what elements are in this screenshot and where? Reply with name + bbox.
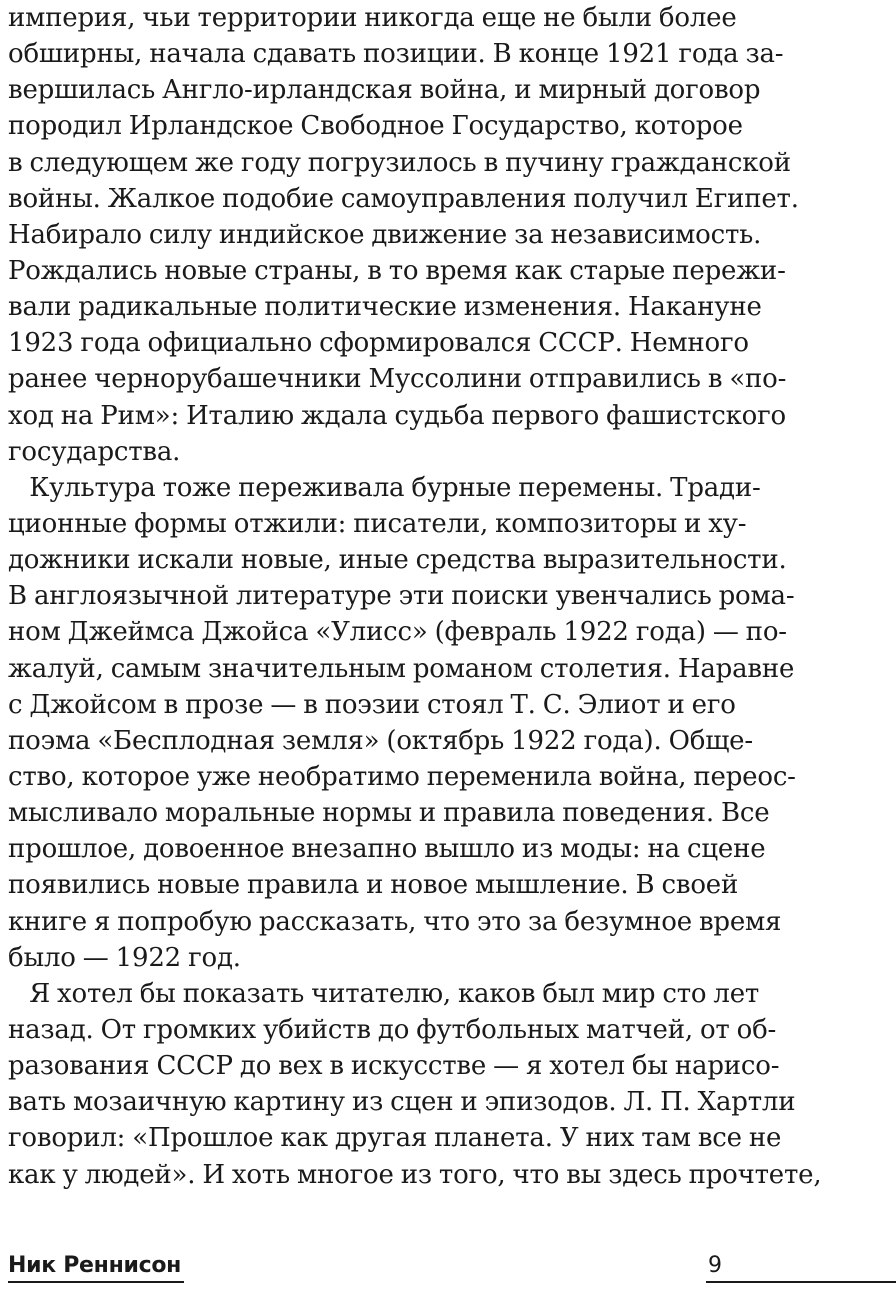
text-line: вать мозаичную картину из сцен и эпизодов. Л. П. Хартли [8,1087,796,1118]
text-line: ционные формы отжили: писатели, композиторы и ху- [8,508,747,539]
text-line: появились новые правила и новое мышление. В своей [8,870,739,901]
text-line: Я хотел бы показать читателю, каков был мир сто лет [8,978,760,1009]
body-text [8,0,888,1193]
text-line: с Джойсом в прозе — в поэзии стоял Т. С. Элиот и его [8,689,736,720]
page-number: 9 [708,1253,722,1278]
text-line: ход на Рим»: Италию ждала судьба первого фашистского [8,400,786,431]
text-line: породил Ирландское Свободное Государство, которое [8,111,743,142]
text-line: ном Джеймса Джойса «Улисс» (февраль 1922 года) — по- [8,617,787,648]
text-line: Рождались новые страны, в то время как старые пережи- [8,255,786,286]
text-line: Набирало силу индийское движение за независимость. [8,219,762,250]
text-line: было — 1922 год. [8,942,241,973]
text-line: говорил: «Прошлое как другая планета. У них там все не [8,1123,782,1154]
text-line: ранее чернорубашечники Муссолини отправились в «по- [8,364,787,395]
footer-rule-left [8,1281,184,1283]
text-line: прошлое, довоенное внезапно вышло из моды: на сцене [8,834,766,865]
text-line: разования СССР до вех в искусстве — я хотел бы нарисо- [8,1051,780,1082]
text-line: Культура тоже переживала бурные перемены. Тради- [8,472,761,503]
text-line: вали радикальные политические изменения. Накануне [8,292,762,323]
text-line: мысливало моральные нормы и правила поведения. Все [8,798,770,829]
text-line: поэма «Бесплодная земля» (октябрь 1922 года). Обще- [8,725,753,756]
text-line: ство, которое уже необратимо переменила война, переос- [8,761,796,792]
footer-rule-right [706,1281,896,1283]
text-line: в следующем же году погрузилось в пучину гражданской [8,147,791,178]
text-line: империя, чьи территории никогда еще не были более [8,3,737,33]
text-line: вершилась Англо-ирландская война, и мирный договор [8,75,761,106]
text-line: как у людей». И хоть многое из того, что вы здесь прочтете, [8,1159,822,1190]
text-line: государства. [8,436,181,467]
text-line: книге я попробую рассказать, что это за безумное время [8,906,782,937]
text-line: В англоязычной литературе эти поиски увенчались рома- [8,581,795,612]
text-line: жалуй, самым значительным романом столетия. Наравне [8,653,795,684]
text-line: дожники искали новые, иные средства выразительности. [8,545,787,576]
text-line: 1923 года официально сформировался СССР. Немного [8,328,749,359]
text-line: назад. От громких убийств до футбольных матчей, от об- [8,1014,777,1045]
text-line: обширны, начала сдавать позиции. В конце 1921 года за- [8,39,784,70]
footer-author: Ник Реннисон [8,1253,182,1278]
text-line: войны. Жалкое подобие самоуправления получил Египет. [8,183,799,214]
